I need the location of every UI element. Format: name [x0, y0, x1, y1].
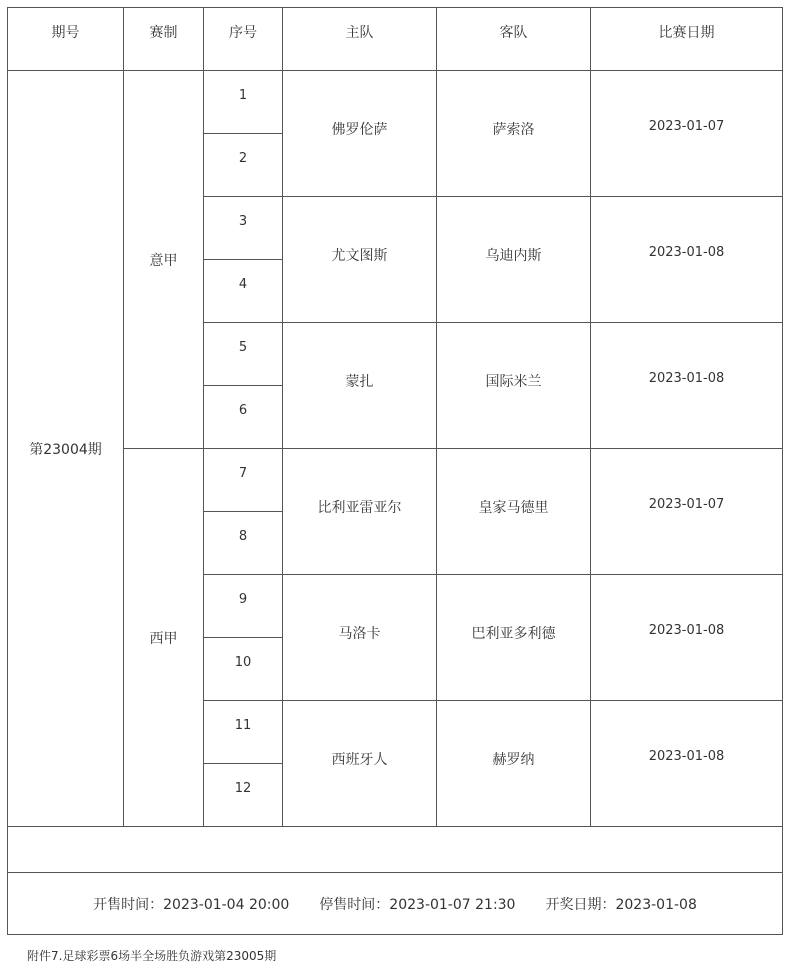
league-cell: 意甲 — [124, 71, 204, 449]
header-home: 主队 — [283, 8, 437, 71]
home-team: 马洛卡 — [283, 575, 437, 701]
home-team: 尤文图斯 — [283, 197, 437, 323]
period-cell: 第23004期 — [8, 71, 124, 827]
seq-cell: 1 — [204, 71, 283, 134]
header-date: 比赛日期 — [591, 8, 783, 71]
sale-start-time: 开售时间：2023-01-04 20:00 — [93, 896, 290, 913]
seq-cell: 12 — [204, 764, 283, 827]
match-date: 2023-01-08 — [591, 701, 783, 827]
home-team: 蒙扎 — [283, 323, 437, 449]
seq-cell: 10 — [204, 638, 283, 701]
table-row — [8, 449, 783, 512]
attachment-caption: 附件7.足球彩票6场半全场胜负游戏第23005期 — [27, 949, 277, 963]
away-team: 国际米兰 — [437, 323, 591, 449]
seq-cell: 8 — [204, 512, 283, 575]
sale-stop-time: 停售时间：2023-01-07 21:30 — [319, 896, 516, 913]
seq-cell: 7 — [204, 449, 283, 512]
header-format: 赛制 — [124, 8, 204, 71]
seq-cell: 6 — [204, 386, 283, 449]
match-date: 2023-01-08 — [591, 197, 783, 323]
seq-cell: 9 — [204, 575, 283, 638]
home-team: 佛罗伦萨 — [283, 71, 437, 197]
footer-cell — [8, 873, 783, 935]
seq-cell: 3 — [204, 197, 283, 260]
league-cell: 西甲 — [124, 449, 204, 827]
match-date: 2023-01-08 — [591, 575, 783, 701]
header-row — [8, 8, 783, 71]
away-team: 皇家马德里 — [437, 449, 591, 575]
header-away: 客队 — [437, 8, 591, 71]
blank-cell — [8, 827, 783, 873]
blank-row — [8, 827, 783, 873]
match-date: 2023-01-07 — [591, 449, 783, 575]
seq-cell: 5 — [204, 323, 283, 386]
home-team: 西班牙人 — [283, 701, 437, 827]
header-seq: 序号 — [204, 8, 283, 71]
draw-date: 开奖日期：2023-01-08 — [545, 896, 697, 913]
home-team: 比利亚雷亚尔 — [283, 449, 437, 575]
schedule-table — [7, 7, 783, 935]
header-period: 期号 — [8, 8, 124, 71]
footer-row — [8, 873, 783, 935]
seq-cell: 2 — [204, 134, 283, 197]
away-team: 巴利亚多利德 — [437, 575, 591, 701]
seq-cell: 11 — [204, 701, 283, 764]
away-team: 乌迪内斯 — [437, 197, 591, 323]
seq-cell: 4 — [204, 260, 283, 323]
away-team: 赫罗纳 — [437, 701, 591, 827]
match-date: 2023-01-08 — [591, 323, 783, 449]
table-row — [8, 71, 783, 134]
match-date: 2023-01-07 — [591, 71, 783, 197]
sale-info — [8, 894, 782, 914]
away-team: 萨索洛 — [437, 71, 591, 197]
